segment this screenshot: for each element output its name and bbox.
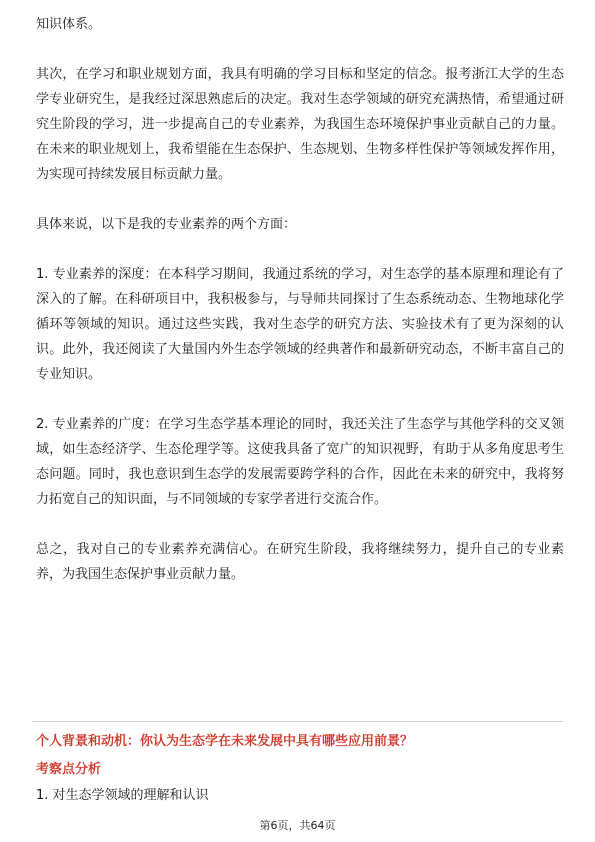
page-number: 第6页，共64页 xyxy=(259,819,336,832)
section-divider xyxy=(32,721,563,722)
analysis-heading: 考察点分析 xyxy=(36,762,102,777)
paragraph: 具体来说，以下是我的专业素养的两个方面： xyxy=(36,217,297,232)
paragraph: 总之，我对自己的专业素养充满信心。在研究生阶段，我将继续努力，提升自己的专业素养，为我国生态保护事业贡献力量。 xyxy=(36,542,564,582)
paragraph: 1. 专业素养的深度：在本科学习期间，我通过系统的学习，对生态学的基本原理和理论有了深入的了解。在科研项目中，我积极参与，与导师共同探讨了生态系统动态、生物地球化学循环等领域的知识。通过这些实践，我对生态学的研究方法、实验技术有了更为深刻的认识。此外，我还阅读了大量国内外生态学领域的经典著作和最新研究动态，不断丰富自己的专业知识。 xyxy=(36,267,564,382)
question-heading: 个人背景和动机：你认为生态学在未来发展中具有哪些应用前景？ xyxy=(36,734,414,749)
paragraph: 其次，在学习和职业规划方面，我具有明确的学习目标和坚定的信念。报考浙江大学的生态学专业研究生，是我经过深思熟虑后的决定。我对生态学领域的研究充满热情，希望通过研究生阶段的学习，进一步提高自己的专业素养，为我国生态环境保护事业贡献自己的力量。在未来的职业规划上，我希望能在生态保护、生态规划、生物多样性保护等领域发挥作用，为实现可持续发展目标贡献力量。 xyxy=(36,67,564,182)
paragraph: 知识体系。 xyxy=(36,17,102,32)
paragraph: 2. 专业素养的广度：在学习生态学基本理论的同时，我还关注了生态学与其他学科的交叉领域，如生态经济学、生态伦理学等。这使我具备了宽广的知识视野，有助于从多角度思考生态问题。同时，我也意识到生态学的发展需要跨学科的合作，因此在未来的研究中，我将努力拓宽自己的知识面，与不同领域的专家学者进行交流合作。 xyxy=(36,417,564,507)
document-body xyxy=(36,12,564,612)
analysis-point: 1. 对生态学领域的理解和认识 xyxy=(36,788,209,803)
